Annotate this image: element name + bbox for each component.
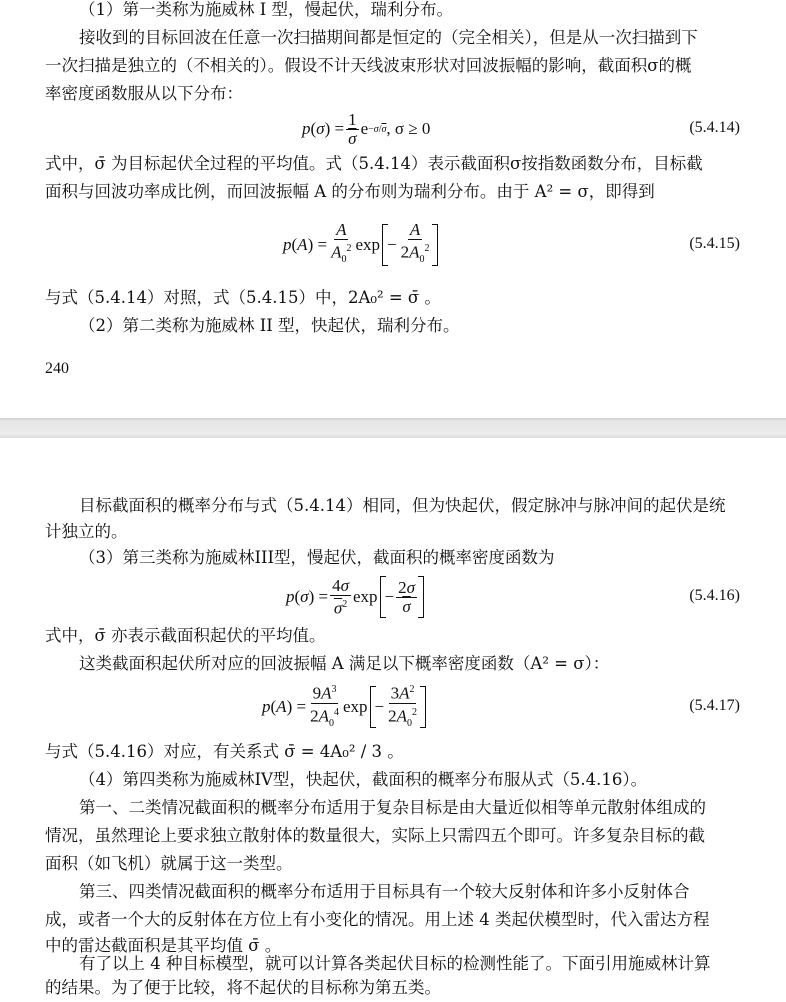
equation-number: (5.4.16)	[689, 587, 740, 604]
equation-5-4-17	[0, 684, 786, 730]
text-line: 式中，σ̄ 亦表示截面积起伏的平均值。	[45, 626, 326, 645]
text-line: （1）第一类称为施威林 I 型，慢起伏，瑞利分布。	[79, 0, 454, 19]
text-line: （2）第二类称为施威林 II 型，快起伏，瑞利分布。	[79, 316, 460, 335]
text-line: （4）第四类称为施威林IV型，快起伏，截面积的概率分布服从式（5.4.16）。	[79, 770, 648, 789]
equation-body: p ( σ ) = $\frac{1}{\sigma}$ e $-\sigma/\overline{\sigma}$ , σ ≥ 0	[302, 109, 431, 148]
page-241	[0, 438, 786, 1001]
equation-body: p ( A ) = $\frac{A}{A_0^2}$ exp − $\frac{A}{2A_0^2}$	[283, 222, 438, 268]
text-line: 面积与回波功率成比例，而回波振幅 A 的分布则为瑞利分布。由于 A² = σ，即得到	[45, 182, 655, 201]
page-number: 240	[45, 360, 69, 377]
text-line: 接收到的目标回波在任意一次扫描期间都是恒定的（完全相关），但是从一次扫描到下	[79, 28, 698, 47]
text-line: 与式（5.4.14）对照，式（5.4.15）中，2A₀² = σ̄ 。	[45, 288, 441, 307]
text-line: 目标截面积的概率分布与式（5.4.14）相同，但为快起伏，假定脉冲与脉冲间的起伏是统	[79, 496, 726, 515]
text-line: 情况，虽然理论上要求独立散射体的数量很大，实际上只需四五个即可。许多复杂目标的截	[45, 826, 705, 845]
text-line: 式中，σ̄ 为目标起伏全过程的平均值。式（5.4.14）表示截面积σ按指数函数分布，目标截	[45, 154, 703, 173]
text-line: 这类截面积起伏所对应的回波振幅 A 满足以下概率密度函数（A² = σ）：	[79, 654, 610, 673]
equation-body: p ( σ ) = $\frac{4\sigma}{\overline{\sigma}^2}$ exp − $\frac{2\sigma}{\sigma}$	[286, 574, 424, 620]
equation-5-4-15	[0, 219, 786, 268]
equation-body: p ( A ) = $\frac{9A^3}{2A_0^4}$ exp − $\frac{3A^2}{2A_0^2}$	[262, 684, 426, 730]
equation-5-4-14	[0, 106, 786, 152]
text-line: 第一、二类情况截面积的概率分布适用于复杂目标是由大量近似相等单元散射体组成的	[79, 798, 706, 817]
text-line: 面积（如飞机）就属于这一类型。	[45, 854, 293, 873]
text-line: 一次扫描是独立的（不相关的）。假设不计天线波束形状对回波振幅的影响，截面积σ的概	[45, 56, 692, 75]
text-line: 的结果。为了便于比较，将不起伏的目标称为第五类。	[45, 978, 441, 997]
equation-number: (5.4.14)	[689, 119, 740, 136]
equation-condition: , σ ≥ 0	[386, 119, 431, 138]
text-line: 有了以上 4 种目标模型，就可以计算各类起伏目标的检测性能了。下面引用施威林计算	[79, 954, 711, 973]
equation-number: (5.4.17)	[689, 697, 740, 714]
equation-number: (5.4.15)	[689, 235, 740, 252]
text-line: 率密度函数服从以下分布：	[45, 84, 243, 103]
text-line: 中的雷达截面积是其平均值 σ̄ 。	[45, 936, 282, 955]
page-separator	[0, 418, 786, 438]
text-line: 成，或者一个大的反射体在方位上有小变化的情况。用上述 4 类起伏模型时，代入雷达方程	[45, 910, 710, 929]
text-line: 第三、四类情况截面积的概率分布适用于目标具有一个较大反射体和许多小反射体合	[79, 882, 690, 901]
text-line: （3）第三类称为施威林III型，慢起伏，截面积的概率密度函数为	[79, 548, 555, 567]
text-line: 计独立的。	[45, 522, 128, 541]
text-line: 与式（5.4.16）对应，有关系式 σ̄ = 4A₀² / 3 。	[45, 742, 404, 761]
page-240	[0, 0, 786, 418]
equation-5-4-16	[0, 574, 786, 620]
